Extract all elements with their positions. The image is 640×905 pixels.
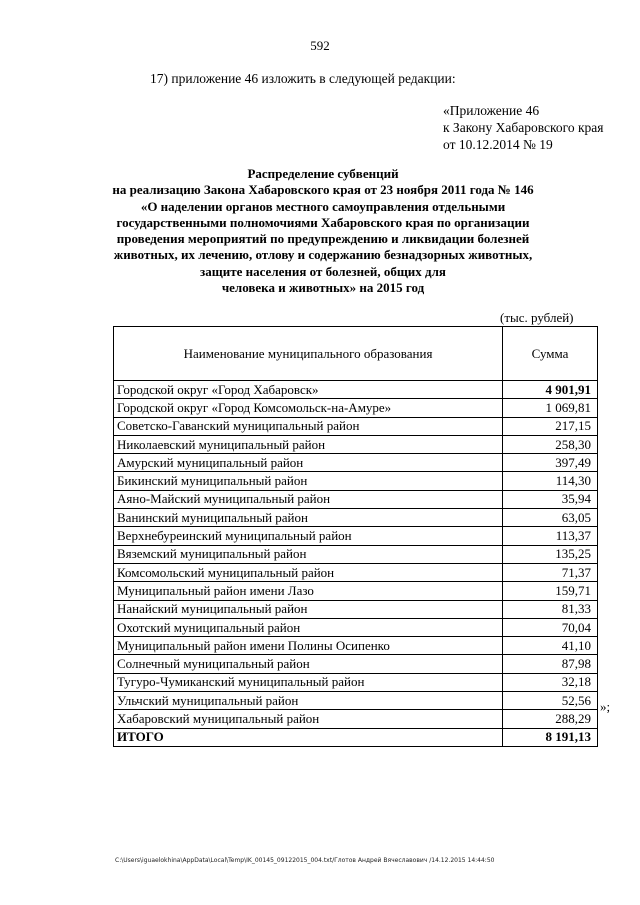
table-row bbox=[114, 509, 598, 527]
row-name: Комсомольский муниципальный район bbox=[114, 563, 503, 581]
row-name: Муниципальный район имени Лазо bbox=[114, 582, 503, 600]
title-line: государственными полномочиями Хабаровского края по организации bbox=[116, 214, 530, 230]
appendix-reference bbox=[443, 102, 604, 153]
row-sum: 70,04 bbox=[503, 618, 598, 636]
total-sum: 8 191,13 bbox=[503, 728, 598, 746]
table-row bbox=[114, 692, 598, 710]
row-sum: 258,30 bbox=[503, 435, 598, 453]
row-name: Городской округ «Город Хабаровск» bbox=[114, 381, 503, 399]
title-line: «О наделении органов местного самоуправления отдельными bbox=[140, 198, 506, 214]
closing-quote: »; bbox=[600, 699, 611, 714]
table-body bbox=[114, 381, 598, 747]
table-row bbox=[114, 600, 598, 618]
row-sum: 135,25 bbox=[503, 545, 598, 563]
page-number: 592 bbox=[310, 38, 330, 53]
table-row bbox=[114, 637, 598, 655]
row-sum: 71,37 bbox=[503, 563, 598, 581]
title-line: защите населения от болезней, общих для bbox=[200, 263, 446, 279]
table-row bbox=[114, 381, 598, 399]
row-name: Вяземский муниципальный район bbox=[114, 545, 503, 563]
row-sum: 159,71 bbox=[503, 582, 598, 600]
instruction-text: 17) приложение 46 изложить в следующей редакции: bbox=[150, 71, 456, 86]
row-sum: 4 901,91 bbox=[503, 381, 598, 399]
unit-label: (тыс. рублей) bbox=[500, 310, 574, 325]
appendix-line-2: к Закону Хабаровского края bbox=[443, 120, 604, 135]
row-name: Ванинский муниципальный район bbox=[114, 509, 503, 527]
table-row bbox=[114, 673, 598, 691]
table-row bbox=[114, 618, 598, 636]
appendix-line-1: «Приложение 46 bbox=[443, 103, 540, 118]
row-name: Аяно-Майский муниципальный район bbox=[114, 490, 503, 508]
title-line: Распределение субвенций bbox=[247, 166, 399, 181]
row-sum: 32,18 bbox=[503, 673, 598, 691]
table-row bbox=[114, 582, 598, 600]
title-line: проведения мероприятий по предупреждению и ликвидации болезней bbox=[116, 231, 530, 247]
row-name: Хабаровский муниципальный район bbox=[114, 710, 503, 728]
row-sum: 288,29 bbox=[503, 710, 598, 728]
header-sum: Сумма bbox=[503, 327, 598, 381]
row-name: Муниципальный район имени Полины Осипенко bbox=[114, 637, 503, 655]
row-sum: 63,05 bbox=[503, 509, 598, 527]
row-sum: 81,33 bbox=[503, 600, 598, 618]
row-name: Верхнебуреинский муниципальный район bbox=[114, 527, 503, 545]
row-sum: 52,56 bbox=[503, 692, 598, 710]
title-line: животных, их лечению, отлову и содержанию безнадзорных животных, bbox=[113, 247, 533, 263]
table-row bbox=[114, 435, 598, 453]
table-row bbox=[114, 399, 598, 417]
table-row bbox=[114, 655, 598, 673]
row-name: Тугуро-Чумиканский муниципальный район bbox=[114, 673, 503, 691]
row-sum: 87,98 bbox=[503, 655, 598, 673]
row-name: Советско-Гаванский муниципальный район bbox=[114, 417, 503, 435]
row-sum: 217,15 bbox=[503, 417, 598, 435]
table-total-row bbox=[114, 728, 598, 746]
row-sum: 41,10 bbox=[503, 637, 598, 655]
row-name: Николаевский муниципальный район bbox=[114, 435, 503, 453]
table-row bbox=[114, 417, 598, 435]
row-name: Ульчский муниципальный район bbox=[114, 692, 503, 710]
row-name: Охотский муниципальный район bbox=[114, 618, 503, 636]
table-row bbox=[114, 527, 598, 545]
row-name: Городской округ «Город Комсомольск-на-Амуре» bbox=[114, 399, 503, 417]
row-sum: 113,37 bbox=[503, 527, 598, 545]
table-row bbox=[114, 563, 598, 581]
row-name: Амурский муниципальный район bbox=[114, 454, 503, 472]
row-name: Солнечный муниципальный район bbox=[114, 655, 503, 673]
row-name: Бикинский муниципальный район bbox=[114, 472, 503, 490]
table-row bbox=[114, 710, 598, 728]
appendix-line-3: от 10.12.2014 № 19 bbox=[443, 137, 553, 152]
table-row bbox=[114, 472, 598, 490]
row-sum: 35,94 bbox=[503, 490, 598, 508]
row-name: Нанайский муниципальный район bbox=[114, 600, 503, 618]
header-name: Наименование муниципального образования bbox=[114, 327, 503, 381]
total-label: ИТОГО bbox=[114, 728, 503, 746]
table-header-row bbox=[114, 327, 598, 381]
document-title bbox=[108, 166, 538, 296]
footer-path: C:\Users\iguaelokhina\AppData\Local\Temp\IK_00145_09122015_004.txt/Глотов Андрей Вячеславович /14.12.2015 14:44:50 bbox=[115, 857, 495, 864]
table-row bbox=[114, 454, 598, 472]
row-sum: 1 069,81 bbox=[503, 399, 598, 417]
title-line: на реализацию Закона Хабаровского края от 23 ноября 2011 года № 146 bbox=[112, 182, 534, 198]
row-sum: 397,49 bbox=[503, 454, 598, 472]
subsidy-table bbox=[113, 326, 598, 747]
table-row bbox=[114, 490, 598, 508]
row-sum: 114,30 bbox=[503, 472, 598, 490]
table-row bbox=[114, 545, 598, 563]
title-line: человека и животных» на 2015 год bbox=[221, 280, 425, 296]
